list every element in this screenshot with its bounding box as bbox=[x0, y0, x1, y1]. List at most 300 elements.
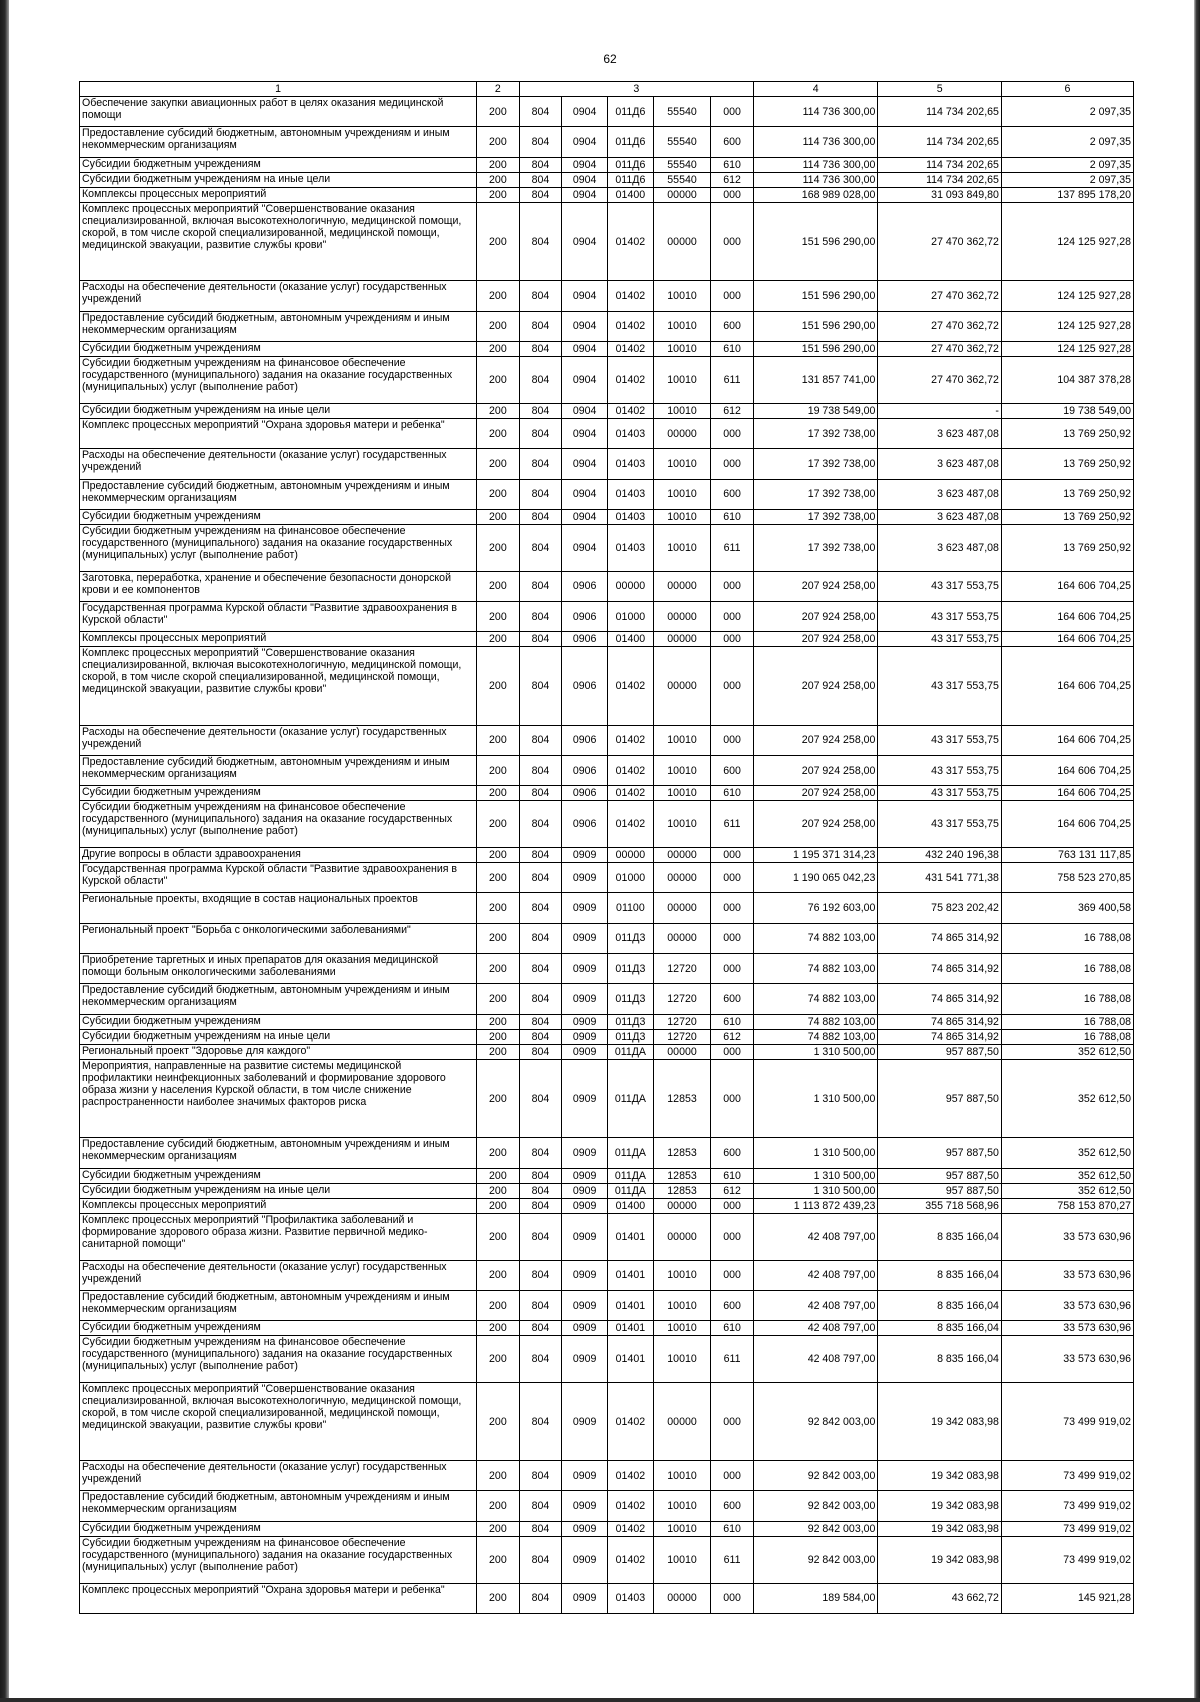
expense-type-cell: 611 bbox=[711, 525, 754, 572]
expense-type-cell: 000 bbox=[711, 954, 754, 984]
executed-amount-cell: 3 623 487,08 bbox=[878, 418, 1001, 448]
subsection-code-cell: 0904 bbox=[562, 311, 608, 341]
direction-code-cell: 12853 bbox=[653, 1168, 710, 1183]
budget-table bbox=[79, 81, 1134, 1614]
row-name-cell: Субсидии бюджетным учреждениям bbox=[80, 1321, 477, 1336]
expense-type-cell: 000 bbox=[711, 188, 754, 203]
expense-type-cell: 000 bbox=[711, 1198, 754, 1213]
table-row bbox=[80, 1383, 1134, 1461]
row-name-cell: Предоставление субсидий бюджетным, автономным учреждениям и иным некоммерческим организациям bbox=[80, 311, 477, 341]
remaining-amount-cell: 104 387 378,28 bbox=[1001, 357, 1133, 404]
program-code-cell: 01401 bbox=[608, 1336, 654, 1383]
remaining-amount-cell: 16 788,08 bbox=[1001, 1014, 1133, 1029]
remaining-amount-cell: 73 499 919,02 bbox=[1001, 1461, 1133, 1491]
scan-edge-left bbox=[0, 0, 9, 1702]
row-name-cell: Субсидии бюджетным учреждениям на иные цели bbox=[80, 1183, 477, 1198]
table-row bbox=[80, 449, 1134, 479]
subsection-code-cell: 0909 bbox=[562, 1383, 608, 1461]
executed-amount-cell: 27 470 362,72 bbox=[878, 357, 1001, 404]
subsection-code-cell: 0904 bbox=[562, 479, 608, 509]
expense-type-cell: 612 bbox=[711, 1029, 754, 1044]
header-cell: 4 bbox=[753, 82, 878, 97]
executed-amount-cell: 43 317 553,75 bbox=[878, 786, 1001, 801]
remaining-amount-cell: 13 769 250,92 bbox=[1001, 479, 1133, 509]
row-name-cell: Субсидии бюджетным учреждениям на финансовое обеспечение государственного (муниципального) задания на оказание государственных (муниципальных) услуг (выполнение работ) bbox=[80, 357, 477, 404]
planned-amount-cell: 74 882 103,00 bbox=[753, 984, 878, 1014]
program-code-cell: 01000 bbox=[608, 863, 654, 893]
program-code-cell: 011Д3 bbox=[608, 954, 654, 984]
expense-type-cell: 600 bbox=[711, 1491, 754, 1521]
remaining-amount-cell: 33 573 630,96 bbox=[1001, 1214, 1133, 1261]
expense-type-cell: 610 bbox=[711, 509, 754, 524]
planned-amount-cell: 74 882 103,00 bbox=[753, 954, 878, 984]
section-code-cell: 804 bbox=[519, 1198, 562, 1213]
section-code-cell: 804 bbox=[519, 1214, 562, 1261]
planned-amount-cell: 1 310 500,00 bbox=[753, 1044, 878, 1059]
executed-amount-cell: 8 835 166,04 bbox=[878, 1336, 1001, 1383]
executed-amount-cell: 27 470 362,72 bbox=[878, 311, 1001, 341]
subsection-code-cell: 0909 bbox=[562, 847, 608, 862]
program-code-cell: 011ДА bbox=[608, 1168, 654, 1183]
table-row bbox=[80, 847, 1134, 862]
direction-code-cell: 00000 bbox=[653, 1383, 710, 1461]
executed-amount-cell: 43 662,72 bbox=[878, 1583, 1001, 1613]
table-row bbox=[80, 601, 1134, 631]
table-row bbox=[80, 1290, 1134, 1320]
program-code-cell: 011Д6 bbox=[608, 127, 654, 157]
section-code-cell: 804 bbox=[519, 311, 562, 341]
row-name-cell: Расходы на обеспечение деятельности (оказание услуг) государственных учреждений bbox=[80, 725, 477, 755]
planned-amount-cell: 76 192 603,00 bbox=[753, 893, 878, 923]
admin-code-cell: 200 bbox=[477, 755, 520, 785]
subsection-code-cell: 0909 bbox=[562, 1044, 608, 1059]
program-code-cell: 01401 bbox=[608, 1214, 654, 1261]
executed-amount-cell: 3 623 487,08 bbox=[878, 525, 1001, 572]
expense-type-cell: 000 bbox=[711, 571, 754, 601]
program-code-cell: 01402 bbox=[608, 755, 654, 785]
section-code-cell: 804 bbox=[519, 601, 562, 631]
expense-type-cell: 000 bbox=[711, 97, 754, 127]
row-name-cell: Расходы на обеспечение деятельности (оказание услуг) государственных учреждений bbox=[80, 1260, 477, 1290]
row-name-cell: Мероприятия, направленные на развитие системы медицинской профилактики неинфекционных заболеваний и формирование здорового образа жизни у населения Курской области, в том числе снижение распространенности наиболее значимых факторов риска bbox=[80, 1060, 477, 1138]
section-code-cell: 804 bbox=[519, 1260, 562, 1290]
planned-amount-cell: 92 842 003,00 bbox=[753, 1383, 878, 1461]
planned-amount-cell: 207 924 258,00 bbox=[753, 755, 878, 785]
program-code-cell: 01402 bbox=[608, 311, 654, 341]
section-code-cell: 804 bbox=[519, 786, 562, 801]
expense-type-cell: 000 bbox=[711, 281, 754, 311]
executed-amount-cell: 74 865 314,92 bbox=[878, 923, 1001, 953]
row-name-cell: Комплекс процессных мероприятий "Охрана здоровья матери и ребенка" bbox=[80, 1583, 477, 1613]
table-row bbox=[80, 1214, 1134, 1261]
executed-amount-cell: 74 865 314,92 bbox=[878, 954, 1001, 984]
table-row bbox=[80, 1583, 1134, 1613]
table-row bbox=[80, 127, 1134, 157]
table-row bbox=[80, 1168, 1134, 1183]
expense-type-cell: 000 bbox=[711, 1383, 754, 1461]
program-code-cell: 01402 bbox=[608, 281, 654, 311]
remaining-amount-cell: 33 573 630,96 bbox=[1001, 1321, 1133, 1336]
section-code-cell: 804 bbox=[519, 418, 562, 448]
executed-amount-cell: 114 734 202,65 bbox=[878, 127, 1001, 157]
planned-amount-cell: 189 584,00 bbox=[753, 1583, 878, 1613]
expense-type-cell: 612 bbox=[711, 1183, 754, 1198]
row-name-cell: Комплекс процессных мероприятий "Совершенствование оказания специализированной, включая высокотехнологичную, медицинской помощи, скорой, в том числе скорой специализированной, медицинской помощи, медицинской эвакуации, развитие службы крови" bbox=[80, 203, 477, 281]
expense-type-cell: 600 bbox=[711, 755, 754, 785]
executed-amount-cell: 19 342 083,98 bbox=[878, 1521, 1001, 1536]
executed-amount-cell: 114 734 202,65 bbox=[878, 157, 1001, 172]
admin-code-cell: 200 bbox=[477, 571, 520, 601]
row-name-cell: Расходы на обеспечение деятельности (оказание услуг) государственных учреждений bbox=[80, 1461, 477, 1491]
section-code-cell: 804 bbox=[519, 157, 562, 172]
planned-amount-cell: 151 596 290,00 bbox=[753, 341, 878, 356]
section-code-cell: 804 bbox=[519, 1168, 562, 1183]
executed-amount-cell: 74 865 314,92 bbox=[878, 1014, 1001, 1029]
subsection-code-cell: 0909 bbox=[562, 1260, 608, 1290]
expense-type-cell: 600 bbox=[711, 984, 754, 1014]
admin-code-cell: 200 bbox=[477, 1521, 520, 1536]
subsection-code-cell: 0904 bbox=[562, 127, 608, 157]
executed-amount-cell: 43 317 553,75 bbox=[878, 571, 1001, 601]
direction-code-cell: 10010 bbox=[653, 1461, 710, 1491]
subsection-code-cell: 0909 bbox=[562, 1461, 608, 1491]
remaining-amount-cell: 33 573 630,96 bbox=[1001, 1260, 1133, 1290]
row-name-cell: Региональные проекты, входящие в состав национальных проектов bbox=[80, 893, 477, 923]
program-code-cell: 01403 bbox=[608, 525, 654, 572]
table-row bbox=[80, 1014, 1134, 1029]
expense-type-cell: 000 bbox=[711, 1583, 754, 1613]
admin-code-cell: 200 bbox=[477, 188, 520, 203]
section-code-cell: 804 bbox=[519, 1138, 562, 1168]
row-name-cell: Расходы на обеспечение деятельности (оказание услуг) государственных учреждений bbox=[80, 449, 477, 479]
planned-amount-cell: 1 310 500,00 bbox=[753, 1060, 878, 1138]
direction-code-cell: 10010 bbox=[653, 725, 710, 755]
expense-type-cell: 000 bbox=[711, 203, 754, 281]
admin-code-cell: 200 bbox=[477, 525, 520, 572]
table-row bbox=[80, 357, 1134, 404]
section-code-cell: 804 bbox=[519, 509, 562, 524]
executed-amount-cell: 355 718 568,96 bbox=[878, 1198, 1001, 1213]
executed-amount-cell: 8 835 166,04 bbox=[878, 1260, 1001, 1290]
planned-amount-cell: 151 596 290,00 bbox=[753, 281, 878, 311]
table-row bbox=[80, 1521, 1134, 1536]
subsection-code-cell: 0904 bbox=[562, 357, 608, 404]
remaining-amount-cell: 164 606 704,25 bbox=[1001, 571, 1133, 601]
header-cell: 2 bbox=[477, 82, 520, 97]
remaining-amount-cell: 352 612,50 bbox=[1001, 1138, 1133, 1168]
executed-amount-cell: 27 470 362,72 bbox=[878, 281, 1001, 311]
planned-amount-cell: 17 392 738,00 bbox=[753, 525, 878, 572]
admin-code-cell: 200 bbox=[477, 127, 520, 157]
expense-type-cell: 610 bbox=[711, 1014, 754, 1029]
row-name-cell: Предоставление субсидий бюджетным, автономным учреждениям и иным некоммерческим организациям bbox=[80, 479, 477, 509]
direction-code-cell: 10010 bbox=[653, 449, 710, 479]
admin-code-cell: 200 bbox=[477, 1583, 520, 1613]
planned-amount-cell: 74 882 103,00 bbox=[753, 1029, 878, 1044]
remaining-amount-cell: 33 573 630,96 bbox=[1001, 1290, 1133, 1320]
planned-amount-cell: 207 924 258,00 bbox=[753, 647, 878, 725]
program-code-cell: 011Д3 bbox=[608, 923, 654, 953]
executed-amount-cell: - bbox=[878, 403, 1001, 418]
table-row bbox=[80, 1336, 1134, 1383]
admin-code-cell: 200 bbox=[477, 418, 520, 448]
header-cell: 3 bbox=[519, 82, 753, 97]
program-code-cell: 01402 bbox=[608, 647, 654, 725]
row-name-cell: Предоставление субсидий бюджетным, автономным учреждениям и иным некоммерческим организациям bbox=[80, 755, 477, 785]
direction-code-cell: 10010 bbox=[653, 1536, 710, 1583]
executed-amount-cell: 8 835 166,04 bbox=[878, 1290, 1001, 1320]
expense-type-cell: 610 bbox=[711, 1168, 754, 1183]
subsection-code-cell: 0909 bbox=[562, 1583, 608, 1613]
subsection-code-cell: 0909 bbox=[562, 1168, 608, 1183]
direction-code-cell: 10010 bbox=[653, 1260, 710, 1290]
budget-table-wrapper bbox=[79, 81, 1134, 1614]
executed-amount-cell: 43 317 553,75 bbox=[878, 601, 1001, 631]
remaining-amount-cell: 2 097,35 bbox=[1001, 97, 1133, 127]
planned-amount-cell: 131 857 741,00 bbox=[753, 357, 878, 404]
program-code-cell: 011ДА bbox=[608, 1183, 654, 1198]
expense-type-cell: 000 bbox=[711, 601, 754, 631]
direction-code-cell: 55540 bbox=[653, 157, 710, 172]
remaining-amount-cell: 164 606 704,25 bbox=[1001, 755, 1133, 785]
direction-code-cell: 00000 bbox=[653, 893, 710, 923]
subsection-code-cell: 0909 bbox=[562, 1014, 608, 1029]
table-row bbox=[80, 893, 1134, 923]
table-row bbox=[80, 647, 1134, 725]
table-row bbox=[80, 984, 1134, 1014]
section-code-cell: 804 bbox=[519, 725, 562, 755]
row-name-cell: Комплексы процессных мероприятий bbox=[80, 632, 477, 647]
executed-amount-cell: 431 541 771,38 bbox=[878, 863, 1001, 893]
subsection-code-cell: 0909 bbox=[562, 1214, 608, 1261]
row-name-cell: Предоставление субсидий бюджетным, автономным учреждениям и иным некоммерческим организациям bbox=[80, 1138, 477, 1168]
direction-code-cell: 55540 bbox=[653, 127, 710, 157]
subsection-code-cell: 0904 bbox=[562, 157, 608, 172]
planned-amount-cell: 42 408 797,00 bbox=[753, 1260, 878, 1290]
admin-code-cell: 200 bbox=[477, 1214, 520, 1261]
admin-code-cell: 200 bbox=[477, 1336, 520, 1383]
subsection-code-cell: 0909 bbox=[562, 923, 608, 953]
program-code-cell: 01402 bbox=[608, 725, 654, 755]
direction-code-cell: 10010 bbox=[653, 311, 710, 341]
table-row bbox=[80, 311, 1134, 341]
planned-amount-cell: 92 842 003,00 bbox=[753, 1461, 878, 1491]
section-code-cell: 804 bbox=[519, 1536, 562, 1583]
program-code-cell: 01402 bbox=[608, 1461, 654, 1491]
section-code-cell: 804 bbox=[519, 341, 562, 356]
planned-amount-cell: 92 842 003,00 bbox=[753, 1521, 878, 1536]
program-code-cell: 01100 bbox=[608, 893, 654, 923]
remaining-amount-cell: 352 612,50 bbox=[1001, 1044, 1133, 1059]
direction-code-cell: 10010 bbox=[653, 525, 710, 572]
row-name-cell: Другие вопросы в области здравоохранения bbox=[80, 847, 477, 862]
header-cell: 5 bbox=[878, 82, 1001, 97]
expense-type-cell: 000 bbox=[711, 1260, 754, 1290]
row-name-cell: Предоставление субсидий бюджетным, автономным учреждениям и иным некоммерческим организациям bbox=[80, 1290, 477, 1320]
planned-amount-cell: 207 924 258,00 bbox=[753, 632, 878, 647]
expense-type-cell: 000 bbox=[711, 1461, 754, 1491]
section-code-cell: 804 bbox=[519, 647, 562, 725]
program-code-cell: 011Д3 bbox=[608, 984, 654, 1014]
executed-amount-cell: 8 835 166,04 bbox=[878, 1321, 1001, 1336]
program-code-cell: 01402 bbox=[608, 1383, 654, 1461]
remaining-amount-cell: 2 097,35 bbox=[1001, 127, 1133, 157]
program-code-cell: 011ДА bbox=[608, 1060, 654, 1138]
program-code-cell: 01402 bbox=[608, 357, 654, 404]
expense-type-cell: 000 bbox=[711, 449, 754, 479]
subsection-code-cell: 0904 bbox=[562, 203, 608, 281]
expense-type-cell: 612 bbox=[711, 172, 754, 187]
section-code-cell: 804 bbox=[519, 1290, 562, 1320]
admin-code-cell: 200 bbox=[477, 1491, 520, 1521]
expense-type-cell: 611 bbox=[711, 1536, 754, 1583]
subsection-code-cell: 0904 bbox=[562, 281, 608, 311]
expense-type-cell: 000 bbox=[711, 1214, 754, 1261]
expense-type-cell: 610 bbox=[711, 341, 754, 356]
program-code-cell: 01401 bbox=[608, 1321, 654, 1336]
section-code-cell: 804 bbox=[519, 97, 562, 127]
expense-type-cell: 000 bbox=[711, 863, 754, 893]
remaining-amount-cell: 758 523 270,85 bbox=[1001, 863, 1133, 893]
planned-amount-cell: 114 736 300,00 bbox=[753, 127, 878, 157]
remaining-amount-cell: 369 400,58 bbox=[1001, 893, 1133, 923]
table-row bbox=[80, 281, 1134, 311]
admin-code-cell: 200 bbox=[477, 725, 520, 755]
remaining-amount-cell: 13 769 250,92 bbox=[1001, 509, 1133, 524]
executed-amount-cell: 43 317 553,75 bbox=[878, 801, 1001, 848]
subsection-code-cell: 0904 bbox=[562, 188, 608, 203]
section-code-cell: 804 bbox=[519, 403, 562, 418]
program-code-cell: 01402 bbox=[608, 403, 654, 418]
row-name-cell: Региональный проект "Здоровье для каждого" bbox=[80, 1044, 477, 1059]
program-code-cell: 01402 bbox=[608, 203, 654, 281]
executed-amount-cell: 3 623 487,08 bbox=[878, 479, 1001, 509]
page-number: 62 bbox=[603, 52, 617, 66]
row-name-cell: Заготовка, переработка, хранение и обеспечение безопасности донорской крови и ее компонентов bbox=[80, 571, 477, 601]
subsection-code-cell: 0909 bbox=[562, 1321, 608, 1336]
table-row bbox=[80, 954, 1134, 984]
table-row bbox=[80, 172, 1134, 187]
scan-edge-right bbox=[1194, 0, 1200, 1702]
subsection-code-cell: 0906 bbox=[562, 801, 608, 848]
planned-amount-cell: 151 596 290,00 bbox=[753, 311, 878, 341]
section-code-cell: 804 bbox=[519, 923, 562, 953]
executed-amount-cell: 8 835 166,04 bbox=[878, 1214, 1001, 1261]
executed-amount-cell: 957 887,50 bbox=[878, 1168, 1001, 1183]
row-name-cell: Комплекс процессных мероприятий "Профилактика заболеваний и формирование здорового образа жизни. Развитие первичной медико-санитарной помощи" bbox=[80, 1214, 477, 1261]
admin-code-cell: 200 bbox=[477, 863, 520, 893]
direction-code-cell: 10010 bbox=[653, 357, 710, 404]
remaining-amount-cell: 164 606 704,25 bbox=[1001, 601, 1133, 631]
program-code-cell: 01402 bbox=[608, 786, 654, 801]
subsection-code-cell: 0909 bbox=[562, 1183, 608, 1198]
remaining-amount-cell: 145 921,28 bbox=[1001, 1583, 1133, 1613]
planned-amount-cell: 42 408 797,00 bbox=[753, 1290, 878, 1320]
subsection-code-cell: 0909 bbox=[562, 893, 608, 923]
planned-amount-cell: 207 924 258,00 bbox=[753, 601, 878, 631]
row-name-cell: Государственная программа Курской области "Развитие здравоохранения в Курской области" bbox=[80, 863, 477, 893]
planned-amount-cell: 1 310 500,00 bbox=[753, 1138, 878, 1168]
expense-type-cell: 611 bbox=[711, 1336, 754, 1383]
expense-type-cell: 000 bbox=[711, 923, 754, 953]
direction-code-cell: 12853 bbox=[653, 1138, 710, 1168]
remaining-amount-cell: 19 738 549,00 bbox=[1001, 403, 1133, 418]
subsection-code-cell: 0904 bbox=[562, 449, 608, 479]
planned-amount-cell: 92 842 003,00 bbox=[753, 1536, 878, 1583]
direction-code-cell: 00000 bbox=[653, 188, 710, 203]
admin-code-cell: 200 bbox=[477, 1168, 520, 1183]
table-row bbox=[80, 632, 1134, 647]
program-code-cell: 01402 bbox=[608, 1536, 654, 1583]
executed-amount-cell: 957 887,50 bbox=[878, 1060, 1001, 1138]
section-code-cell: 804 bbox=[519, 1336, 562, 1383]
planned-amount-cell: 42 408 797,00 bbox=[753, 1336, 878, 1383]
planned-amount-cell: 114 736 300,00 bbox=[753, 97, 878, 127]
admin-code-cell: 200 bbox=[477, 1260, 520, 1290]
direction-code-cell: 10010 bbox=[653, 479, 710, 509]
row-name-cell: Субсидии бюджетным учреждениям bbox=[80, 341, 477, 356]
table-row bbox=[80, 1029, 1134, 1044]
subsection-code-cell: 0906 bbox=[562, 647, 608, 725]
table-row bbox=[80, 418, 1134, 448]
remaining-amount-cell: 16 788,08 bbox=[1001, 1029, 1133, 1044]
planned-amount-cell: 207 924 258,00 bbox=[753, 786, 878, 801]
direction-code-cell: 12720 bbox=[653, 954, 710, 984]
program-code-cell: 01403 bbox=[608, 418, 654, 448]
section-code-cell: 804 bbox=[519, 525, 562, 572]
admin-code-cell: 200 bbox=[477, 341, 520, 356]
direction-code-cell: 10010 bbox=[653, 786, 710, 801]
expense-type-cell: 612 bbox=[711, 403, 754, 418]
header-cell: 1 bbox=[80, 82, 477, 97]
direction-code-cell: 00000 bbox=[653, 571, 710, 601]
program-code-cell: 011ДА bbox=[608, 1138, 654, 1168]
program-code-cell: 011Д6 bbox=[608, 97, 654, 127]
expense-type-cell: 000 bbox=[711, 1060, 754, 1138]
table-row bbox=[80, 403, 1134, 418]
subsection-code-cell: 0909 bbox=[562, 1138, 608, 1168]
table-row bbox=[80, 97, 1134, 127]
program-code-cell: 01403 bbox=[608, 449, 654, 479]
table-row bbox=[80, 1183, 1134, 1198]
row-name-cell: Субсидии бюджетным учреждениям на финансовое обеспечение государственного (муниципального) задания на оказание государственных (муниципальных) услуг (выполнение работ) bbox=[80, 801, 477, 848]
table-row bbox=[80, 1491, 1134, 1521]
admin-code-cell: 200 bbox=[477, 403, 520, 418]
row-name-cell: Предоставление субсидий бюджетным, автономным учреждениям и иным некоммерческим организациям bbox=[80, 1491, 477, 1521]
direction-code-cell: 55540 bbox=[653, 172, 710, 187]
admin-code-cell: 200 bbox=[477, 1183, 520, 1198]
program-code-cell: 01402 bbox=[608, 801, 654, 848]
direction-code-cell: 10010 bbox=[653, 755, 710, 785]
expense-type-cell: 000 bbox=[711, 418, 754, 448]
section-code-cell: 804 bbox=[519, 1461, 562, 1491]
expense-type-cell: 610 bbox=[711, 1521, 754, 1536]
table-row bbox=[80, 188, 1134, 203]
remaining-amount-cell: 164 606 704,25 bbox=[1001, 786, 1133, 801]
expense-type-cell: 600 bbox=[711, 1138, 754, 1168]
executed-amount-cell: 74 865 314,92 bbox=[878, 984, 1001, 1014]
row-name-cell: Комплекс процессных мероприятий "Охрана здоровья матери и ребенка" bbox=[80, 418, 477, 448]
admin-code-cell: 200 bbox=[477, 954, 520, 984]
row-name-cell: Субсидии бюджетным учреждениям bbox=[80, 509, 477, 524]
table-row bbox=[80, 509, 1134, 524]
section-code-cell: 804 bbox=[519, 954, 562, 984]
program-code-cell: 00000 bbox=[608, 571, 654, 601]
section-code-cell: 804 bbox=[519, 479, 562, 509]
program-code-cell: 01403 bbox=[608, 1583, 654, 1613]
direction-code-cell: 10010 bbox=[653, 1521, 710, 1536]
remaining-amount-cell: 73 499 919,02 bbox=[1001, 1383, 1133, 1461]
